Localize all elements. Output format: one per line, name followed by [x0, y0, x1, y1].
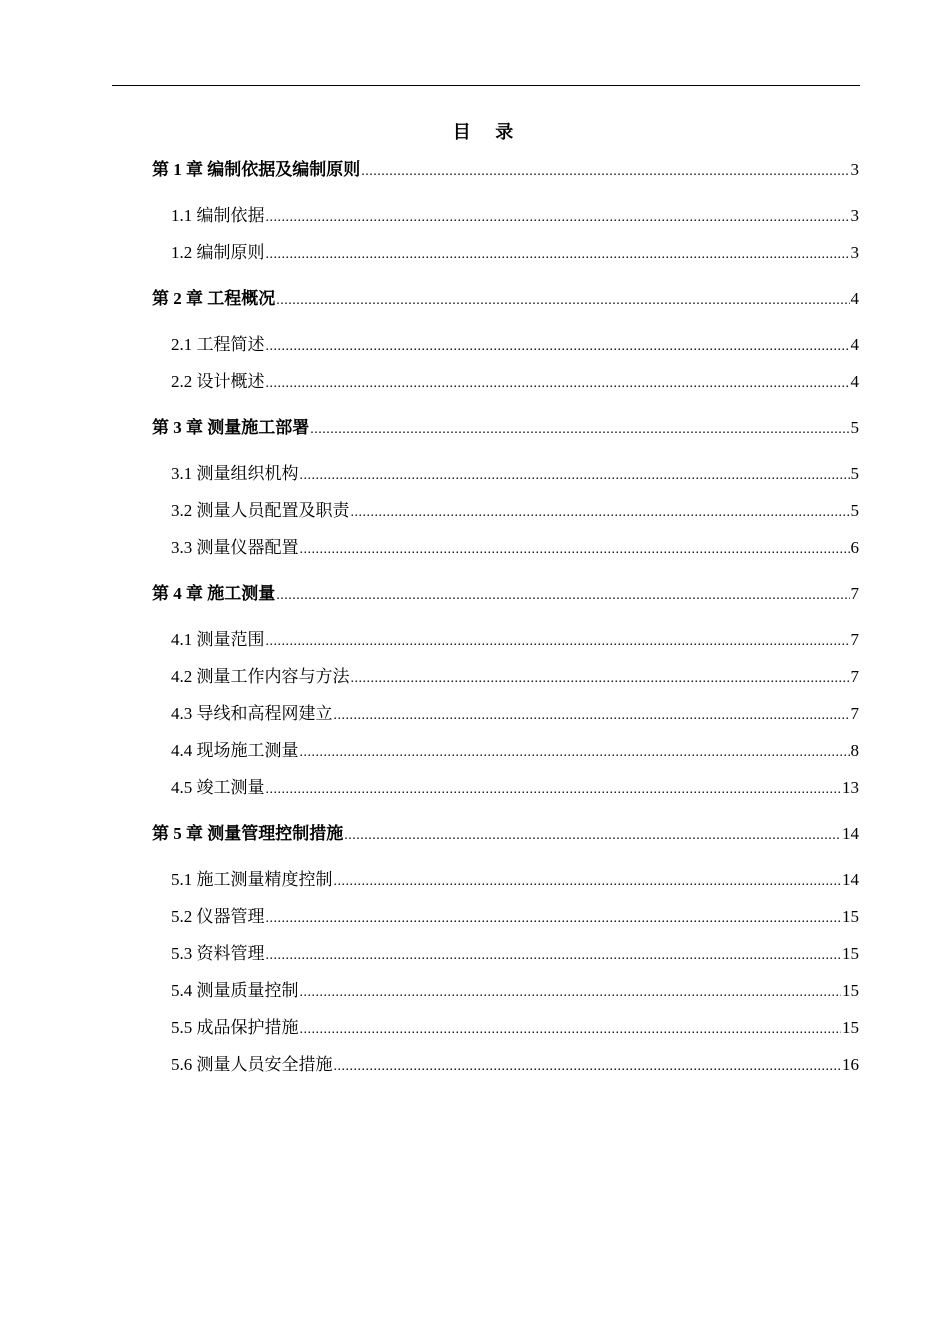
toc-dot-leader	[300, 741, 850, 765]
toc-entry-label: 1.2 编制原则	[171, 243, 265, 262]
toc-page-number: 3	[850, 243, 859, 262]
toc-entry-label: 5.4 测量质量控制	[171, 981, 299, 1000]
toc-entry-label: 第 3 章 测量施工部署	[152, 418, 310, 437]
toc-dot-leader	[266, 778, 842, 802]
toc-entry-label: 第 5 章 测量管理控制措施	[152, 824, 344, 843]
toc-chapter-entry[interactable]	[152, 582, 859, 606]
toc-section-entry[interactable]	[152, 370, 859, 394]
toc-entry-label: 第 1 章 编制依据及编制原则	[152, 160, 361, 179]
toc-dot-leader	[334, 1055, 842, 1079]
toc-chapter-entry[interactable]	[152, 287, 859, 311]
toc-title: 目 录	[452, 122, 524, 142]
toc-entry-label: 2.1 工程简述	[171, 335, 265, 354]
toc-page-number: 4	[850, 372, 859, 391]
toc-section-entry[interactable]	[152, 204, 859, 228]
toc-entry-label: 3.1 测量组织机构	[171, 464, 299, 483]
toc-entry-label: 5.2 仪器管理	[171, 907, 265, 926]
table-of-contents	[152, 158, 859, 1077]
toc-page-number: 15	[842, 907, 859, 926]
toc-page-number: 14	[842, 824, 859, 843]
toc-section-entry[interactable]	[152, 333, 859, 357]
toc-dot-leader	[266, 630, 850, 654]
toc-dot-leader	[266, 206, 850, 230]
toc-entry-label: 5.5 成品保护措施	[171, 1018, 299, 1037]
toc-dot-leader	[344, 824, 841, 848]
toc-page-number: 5	[850, 418, 859, 437]
toc-dot-leader	[300, 538, 850, 562]
toc-dot-leader	[361, 160, 849, 184]
toc-section-entry[interactable]	[152, 1016, 859, 1040]
toc-page-number: 7	[850, 667, 859, 686]
toc-section-entry[interactable]	[152, 868, 859, 892]
toc-section-entry[interactable]	[152, 979, 859, 1003]
toc-page-number: 3	[850, 160, 859, 179]
toc-dot-leader	[266, 944, 842, 968]
toc-entry-label: 3.3 测量仪器配置	[171, 538, 299, 557]
toc-entry-label: 4.2 测量工作内容与方法	[171, 667, 350, 686]
toc-dot-leader	[300, 981, 842, 1005]
toc-dot-leader	[266, 335, 850, 359]
toc-section-entry[interactable]	[152, 776, 859, 800]
toc-section-entry[interactable]	[152, 462, 859, 486]
toc-entry-label: 4.5 竣工测量	[171, 778, 265, 797]
toc-section-entry[interactable]	[152, 241, 859, 265]
toc-entry-label: 第 4 章 施工测量	[152, 584, 276, 603]
toc-dot-leader	[310, 418, 849, 442]
toc-section-entry[interactable]	[152, 665, 859, 689]
toc-entry-label: 5.3 资料管理	[171, 944, 265, 963]
toc-entry-label: 4.1 测量范围	[171, 630, 265, 649]
toc-page-number: 6	[850, 538, 859, 557]
toc-entry-label: 3.2 测量人员配置及职责	[171, 501, 350, 520]
toc-page-number: 5	[850, 501, 859, 520]
toc-section-entry[interactable]	[152, 739, 859, 763]
header-rule	[112, 85, 860, 86]
toc-dot-leader	[351, 667, 850, 691]
toc-page-number: 7	[850, 704, 859, 723]
toc-dot-leader	[266, 907, 842, 931]
toc-section-entry[interactable]	[152, 499, 859, 523]
toc-dot-leader	[334, 870, 842, 894]
toc-dot-leader	[266, 372, 850, 396]
toc-entry-label: 4.3 导线和高程网建立	[171, 704, 333, 723]
toc-section-entry[interactable]	[152, 942, 859, 966]
toc-entry-label: 4.4 现场施工测量	[171, 741, 299, 760]
toc-page-number: 5	[850, 464, 859, 483]
toc-page-number: 4	[850, 289, 859, 308]
toc-page-number: 3	[850, 206, 859, 225]
toc-entry-label: 5.1 施工测量精度控制	[171, 870, 333, 889]
toc-page-number: 7	[850, 630, 859, 649]
toc-section-entry[interactable]	[152, 1053, 859, 1077]
toc-dot-leader	[300, 1018, 842, 1042]
toc-chapter-entry[interactable]	[152, 822, 859, 846]
toc-page-number: 15	[842, 1018, 859, 1037]
toc-dot-leader	[266, 243, 850, 267]
toc-chapter-entry[interactable]	[152, 158, 859, 182]
toc-page-number: 7	[850, 584, 859, 603]
toc-dot-leader	[276, 289, 849, 313]
toc-section-entry[interactable]	[152, 628, 859, 652]
toc-entry-label: 5.6 测量人员安全措施	[171, 1055, 333, 1074]
toc-entry-label: 第 2 章 工程概况	[152, 289, 276, 308]
toc-page-number: 15	[842, 944, 859, 963]
toc-section-entry[interactable]	[152, 702, 859, 726]
toc-dot-leader	[334, 704, 850, 728]
toc-page-number: 13	[842, 778, 859, 797]
toc-section-entry[interactable]	[152, 536, 859, 560]
toc-dot-leader	[300, 464, 850, 488]
toc-entry-label: 2.2 设计概述	[171, 372, 265, 391]
toc-page-number: 4	[850, 335, 859, 354]
toc-page-number: 16	[842, 1055, 859, 1074]
toc-page-number: 8	[850, 741, 859, 760]
toc-dot-leader	[351, 501, 850, 525]
toc-entry-label: 1.1 编制依据	[171, 206, 265, 225]
toc-page-number: 15	[842, 981, 859, 1000]
toc-chapter-entry[interactable]	[152, 416, 859, 440]
toc-page-number: 14	[842, 870, 859, 889]
toc-dot-leader	[276, 584, 849, 608]
toc-section-entry[interactable]	[152, 905, 859, 929]
